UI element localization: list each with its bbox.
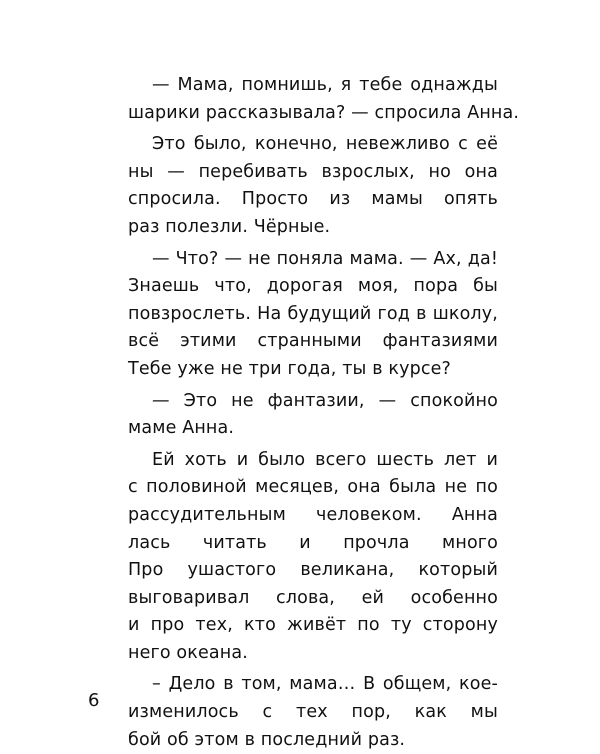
text-line: Тебе уже не три года, ты в курсе? bbox=[128, 358, 452, 379]
text-line: шарики рассказывала? — спросила Анна. bbox=[128, 102, 520, 123]
text-line: Знаешь что, дорогая моя, пора бы bbox=[128, 276, 498, 297]
text-line: повзрослеть. На будущий год в школу, bbox=[128, 303, 498, 324]
text-line: всё этими странными фантазиями bbox=[128, 331, 498, 352]
text-line: ны — перебивать взрослых, но она bbox=[128, 161, 498, 182]
text-line: лась читать и прочла много bbox=[128, 532, 498, 553]
text-line: рассудительным человеком. Анна bbox=[128, 504, 498, 525]
body-text bbox=[128, 72, 520, 754]
text-line: выговаривал слова, ей особенно bbox=[128, 587, 498, 608]
text-line: — Что? — не поняла мама. — Ах, да! bbox=[152, 248, 498, 269]
text-line: маме Анна. bbox=[128, 418, 235, 439]
text-line: него океана. bbox=[128, 642, 248, 663]
text-line: – Дело в том, мама… В общем, кое- bbox=[152, 674, 498, 695]
text-line: изменилось с тех пор, как мы bbox=[128, 702, 498, 723]
text-line: — Это не фантазии, — спокойно bbox=[152, 390, 498, 411]
text-line: Про ушастого великана, который bbox=[128, 560, 498, 581]
page-number: 6 bbox=[88, 690, 100, 711]
text-line: спросила. Просто из мамы опять bbox=[128, 189, 498, 210]
text-line: и про тех, кто живёт по ту сторону bbox=[128, 615, 498, 636]
text-line: раз полезли. Чёрные. bbox=[128, 216, 331, 237]
text-line: бой об этом в последний раз. bbox=[128, 729, 406, 750]
text-line: Это было, конечно, невежливо с её bbox=[152, 134, 498, 155]
text-line: — Мама, помнишь, я тебе однажды bbox=[152, 75, 498, 95]
text-line: с половиной месяцев, она была не по bbox=[128, 477, 498, 498]
text-line: Ей хоть и было всего шесть лет и bbox=[152, 449, 498, 470]
